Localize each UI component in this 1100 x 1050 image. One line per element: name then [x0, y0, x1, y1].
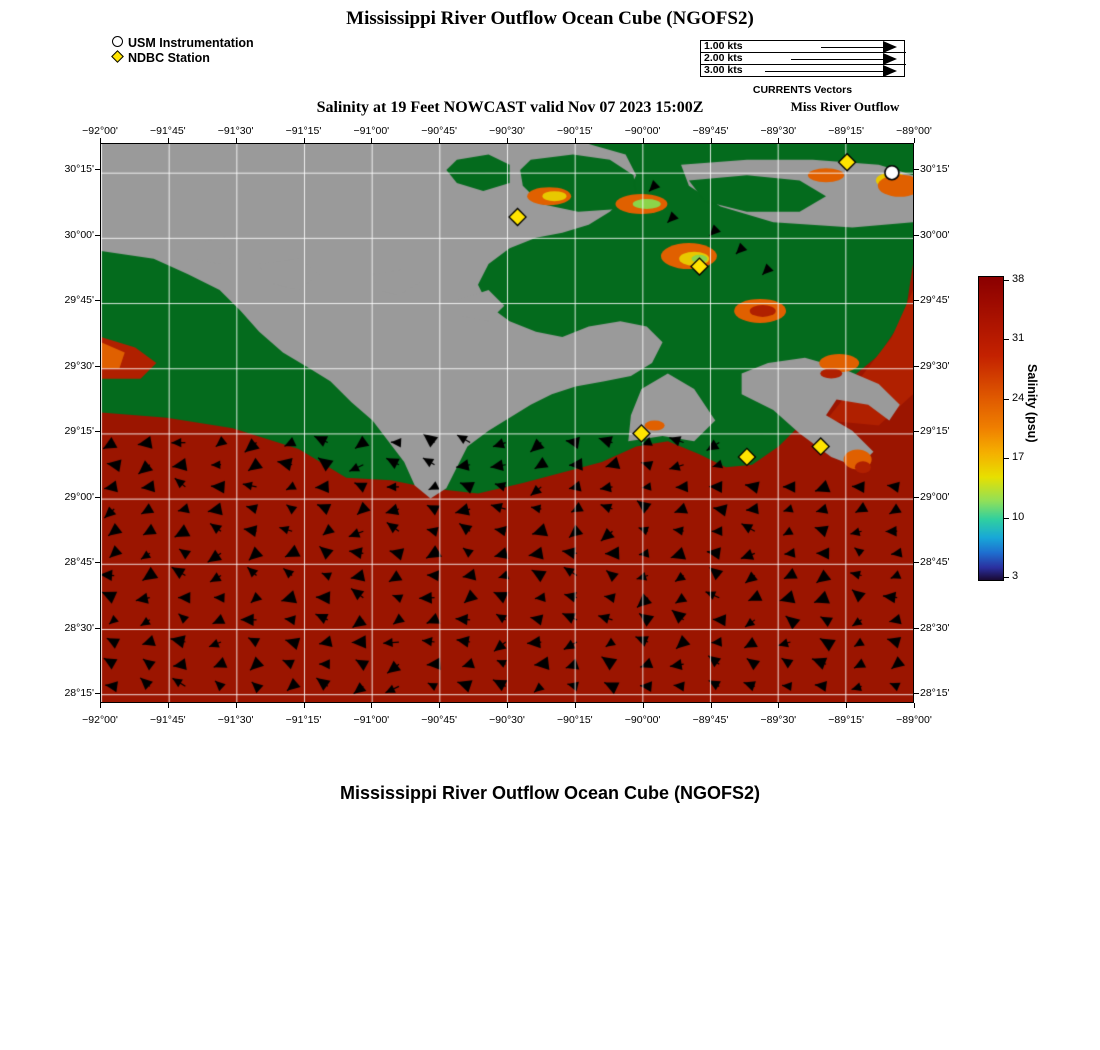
- x-axis-tick-label: −89°15': [828, 125, 864, 137]
- x-axis-tick-label: −90°45': [421, 714, 457, 726]
- y-axis-tick-mark: [914, 235, 919, 236]
- page-title: Mississippi River Outflow Ocean Cube (NGOFS2): [346, 8, 754, 29]
- vector-key-label-2: 2.00 kts: [704, 52, 743, 64]
- colorbar-tick-mark: [1004, 518, 1009, 519]
- y-axis-tick-mark: [95, 169, 100, 170]
- x-axis-tick-label: −90°00': [624, 125, 661, 137]
- vector-key-label-1: 1.00 kts: [704, 40, 743, 52]
- y-axis-tick-mark: [914, 628, 919, 629]
- x-axis-tick-label: −91°15': [285, 125, 322, 137]
- x-axis-tick-label: −90°45': [421, 125, 457, 137]
- x-axis-tick-mark: [100, 703, 101, 708]
- x-axis-tick-mark: [304, 703, 305, 708]
- y-axis-tick-mark: [914, 169, 919, 170]
- vector-key-row-3: [701, 65, 906, 77]
- y-axis-tick-mark: [914, 497, 919, 498]
- x-axis-tick-label: −90°30': [489, 714, 525, 726]
- x-axis-tick-label: −91°00': [353, 125, 390, 137]
- vector-shaft-2: [791, 59, 883, 60]
- x-axis-tick-mark: [507, 138, 508, 143]
- y-axis-tick-label: 28°30': [920, 621, 950, 634]
- vector-scale-key: [700, 40, 905, 77]
- colorbar-tick-mark: [1004, 458, 1009, 459]
- x-axis-tick-mark: [778, 138, 779, 143]
- y-axis-tick-label: 30°00': [64, 228, 94, 241]
- colorbar-tick-label: 3: [1012, 570, 1019, 582]
- y-axis-tick-label: 29°45': [920, 294, 950, 307]
- map-subtitle: Salinity at 19 Feet NOWCAST valid Nov 07 2023 15:00Z: [316, 99, 704, 116]
- colorbar-tick-label: 38: [1012, 273, 1025, 285]
- x-axis-tick-label: −90°30': [489, 125, 525, 137]
- y-axis-tick-label: 28°45': [64, 556, 94, 569]
- x-axis-tick-mark: [168, 703, 169, 708]
- x-axis-tick-mark: [914, 703, 915, 708]
- x-axis-tick-label: −89°30': [760, 125, 797, 137]
- x-axis-tick-label: −89°00': [896, 714, 932, 726]
- x-axis-tick-mark: [304, 138, 305, 143]
- colorbar-tick-mark: [1004, 339, 1009, 340]
- x-axis-tick-label: −90°15': [556, 125, 593, 137]
- colorbar-gradient: [978, 276, 1004, 581]
- x-axis-tick-mark: [507, 703, 508, 708]
- x-axis-tick-mark: [846, 703, 847, 708]
- vector-key-caption: CURRENTS Vectors: [752, 84, 853, 96]
- x-axis-tick-mark: [168, 138, 169, 143]
- x-axis-tick-mark: [778, 703, 779, 708]
- x-axis-tick-mark: [711, 138, 712, 143]
- y-axis-tick-mark: [95, 497, 100, 498]
- x-axis-tick-mark: [914, 138, 915, 143]
- y-axis-tick-mark: [914, 562, 919, 563]
- x-axis-tick-mark: [711, 703, 712, 708]
- y-axis-tick-label: 29°45': [64, 294, 94, 307]
- x-axis-tick-label: −91°45': [149, 714, 186, 726]
- colorbar-tick-mark: [1004, 577, 1009, 578]
- x-axis-tick-label: −91°30': [217, 125, 254, 137]
- x-axis-tick-label: −90°00': [624, 714, 661, 726]
- y-axis-tick-label: 30°15': [920, 163, 950, 176]
- y-axis-tick-label: 29°30': [920, 359, 950, 372]
- x-axis-tick-label: −89°00': [896, 125, 932, 137]
- map-plot-area[interactable]: [100, 143, 914, 703]
- diamond-marker-icon: [110, 51, 128, 65]
- legend-label-ndbc: NDBC Station: [128, 51, 210, 65]
- x-axis-tick-mark: [846, 138, 847, 143]
- x-axis-tick-label: −91°15': [285, 714, 322, 726]
- colorbar-tick-mark: [1004, 399, 1009, 400]
- y-axis-tick-mark: [95, 562, 100, 563]
- y-axis-tick-label: 28°30': [64, 621, 94, 634]
- y-axis-tick-mark: [95, 628, 100, 629]
- x-axis-tick-label: −91°30': [217, 714, 254, 726]
- x-axis-tick-mark: [643, 138, 644, 143]
- vector-shaft-1: [821, 47, 883, 48]
- map-canvas: [101, 144, 913, 702]
- x-axis-tick-mark: [643, 703, 644, 708]
- x-axis-tick-mark: [236, 703, 237, 708]
- vector-arrowhead-2: [883, 53, 897, 65]
- vector-shaft-3: [765, 71, 883, 72]
- colorbar-title: Salinity (psu): [1025, 364, 1039, 443]
- symbol-legend: [110, 36, 254, 66]
- y-axis-tick-label: 28°45': [920, 556, 950, 569]
- x-axis-tick-mark: [439, 138, 440, 143]
- colorbar-tick-label: 31: [1012, 332, 1025, 345]
- y-axis-tick-label: 29°00': [920, 490, 950, 503]
- x-axis-tick-mark: [371, 138, 372, 143]
- x-axis-tick-label: −89°45': [692, 714, 729, 726]
- colorbar-tick-label: 24: [1012, 391, 1025, 404]
- legend-item-usm: [110, 36, 254, 50]
- y-axis-tick-mark: [95, 366, 100, 367]
- x-axis-tick-label: −89°15': [828, 714, 864, 726]
- x-axis-tick-label: −91°45': [149, 125, 186, 137]
- y-axis-tick-mark: [95, 431, 100, 432]
- y-axis-tick-mark: [914, 366, 919, 367]
- colorbar-tick-mark: [1004, 280, 1009, 281]
- y-axis-tick-label: 30°00': [920, 228, 950, 241]
- x-axis-tick-mark: [575, 138, 576, 143]
- circle-marker-icon: [110, 36, 128, 50]
- y-axis-tick-mark: [95, 300, 100, 301]
- y-axis-tick-label: 30°15': [64, 163, 94, 176]
- x-axis-tick-label: −90°15': [556, 714, 593, 726]
- y-axis-tick-mark: [914, 693, 919, 694]
- x-axis-tick-label: −89°45': [692, 125, 729, 137]
- y-axis-tick-mark: [914, 431, 919, 432]
- y-axis-tick-label: 29°15': [64, 425, 94, 438]
- vector-key-label-3: 3.00 kts: [704, 64, 743, 76]
- footer-title: Mississippi River Outflow Ocean Cube (NGOFS2): [339, 783, 761, 803]
- x-axis-tick-label: −89°30': [760, 714, 797, 726]
- y-axis-tick-label: 29°00': [64, 490, 94, 503]
- x-axis-tick-label: −91°00': [353, 714, 390, 726]
- outflow-label: Miss River Outflow: [790, 99, 900, 114]
- x-axis-tick-mark: [100, 138, 101, 143]
- y-axis-tick-mark: [95, 693, 100, 694]
- y-axis-tick-label: 29°30': [64, 359, 94, 372]
- y-axis-tick-label: 28°15': [920, 687, 950, 700]
- colorbar-tick-label: 17: [1012, 451, 1025, 464]
- y-axis-tick-mark: [95, 235, 100, 236]
- x-axis-tick-label: −92°00': [82, 714, 118, 726]
- legend-label-usm: USM Instrumentation: [128, 36, 254, 50]
- colorbar-tick-label: 10: [1012, 510, 1025, 523]
- legend-item-ndbc: [110, 51, 254, 65]
- y-axis-tick-label: 29°15': [920, 425, 950, 438]
- x-axis-tick-mark: [575, 703, 576, 708]
- x-axis-tick-mark: [439, 703, 440, 708]
- y-axis-tick-mark: [914, 300, 919, 301]
- x-axis-tick-mark: [371, 703, 372, 708]
- x-axis-tick-label: −92°00': [82, 125, 118, 137]
- vector-arrowhead-3: [883, 65, 897, 77]
- y-axis-tick-label: 28°15': [64, 687, 94, 700]
- x-axis-tick-mark: [236, 138, 237, 143]
- vector-arrowhead-1: [883, 41, 897, 53]
